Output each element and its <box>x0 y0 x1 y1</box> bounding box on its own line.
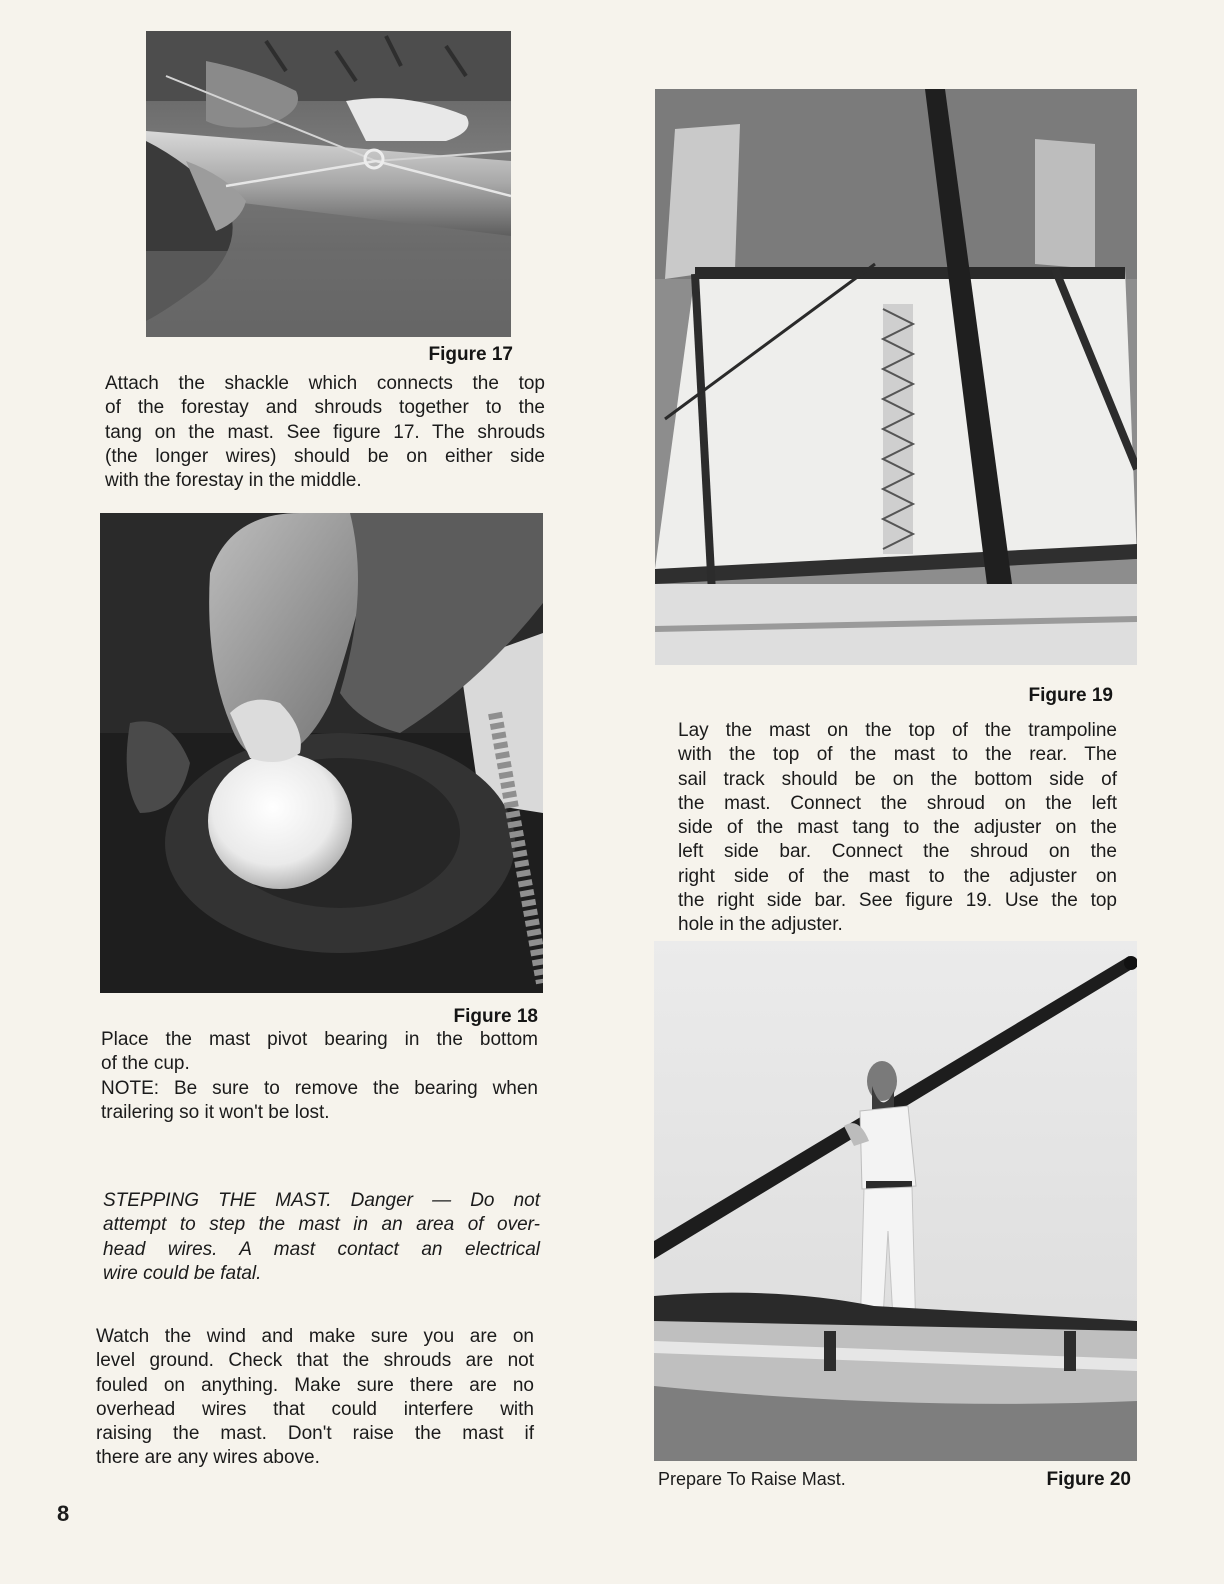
text-line: Place the mast pivot bearing in the bottom <box>101 1029 538 1050</box>
text-line: head wires. A mast contact an electrical <box>103 1238 540 1260</box>
text-line: of the cup. <box>101 1053 190 1075</box>
text-line: Watch the wind and make sure you are on <box>96 1326 534 1347</box>
text-line: the right side bar. See figure 19. Use the top <box>678 890 1117 912</box>
text-line: hole in the adjuster. <box>678 914 843 936</box>
text-line: level ground. Check that the shrouds are not <box>96 1350 534 1372</box>
figure-20-photo <box>654 941 1137 1461</box>
text-line: attempt to step the mast in an area of over- <box>103 1214 540 1236</box>
text-line: tang on the mast. See figure 17. The shrouds <box>105 421 545 443</box>
figure-19-paragraph <box>678 719 1117 938</box>
text-line: with the top of the mast to the rear. The <box>678 744 1117 766</box>
stepping-mast-warning <box>103 1189 540 1286</box>
text-line: NOTE: Be sure to remove the bearing when <box>101 1078 538 1099</box>
wind-paragraph <box>96 1325 534 1471</box>
text-line: STEPPING THE MAST. Danger — Do not <box>103 1190 540 1211</box>
figure-18-photo <box>100 513 543 993</box>
text-line: fouled on anything. Make sure there are no <box>96 1374 534 1396</box>
text-line: trailering so it won't be lost. <box>101 1102 330 1124</box>
text-line: left side bar. Connect the shroud on the <box>678 841 1117 863</box>
figure-20-sub-caption: Prepare To Raise Mast. <box>658 1469 846 1489</box>
text-line: of the forestay and shrouds together to the <box>105 397 545 419</box>
text-line: the mast. Connect the shroud on the left <box>678 792 1117 814</box>
figure-20-caption: Figure 20 <box>1046 1469 1131 1490</box>
text-line: side of the mast tang to the adjuster on the <box>678 817 1117 839</box>
figure-17-caption: Figure 17 <box>428 344 513 365</box>
text-line: wire could be fatal. <box>103 1262 262 1284</box>
text-line: overhead wires that could interfere with <box>96 1398 534 1420</box>
page-number: 8 <box>57 1501 70 1526</box>
figure-19-photo <box>655 89 1137 665</box>
figure-17-paragraph <box>105 372 545 493</box>
text-line: Lay the mast on the top of the trampoline <box>678 720 1117 741</box>
figure-19-caption: Figure 19 <box>1028 685 1113 706</box>
figure-18-paragraph <box>101 1028 538 1077</box>
figure-17-photo <box>146 31 511 337</box>
text-line: with the forestay in the middle. <box>105 470 362 492</box>
text-line: (the longer wires) should be on either side <box>105 445 545 467</box>
text-line: sail track should be on the bottom side of <box>678 768 1117 790</box>
text-line: raising the mast. Don't raise the mast if <box>96 1423 534 1445</box>
text-line: there are any wires above. <box>96 1447 320 1469</box>
figure-18-note <box>101 1077 538 1126</box>
text-line: Attach the shackle which connects the top <box>105 373 545 394</box>
text-line: right side of the mast to the adjuster on <box>678 865 1117 887</box>
figure-18-caption: Figure 18 <box>453 1006 538 1027</box>
